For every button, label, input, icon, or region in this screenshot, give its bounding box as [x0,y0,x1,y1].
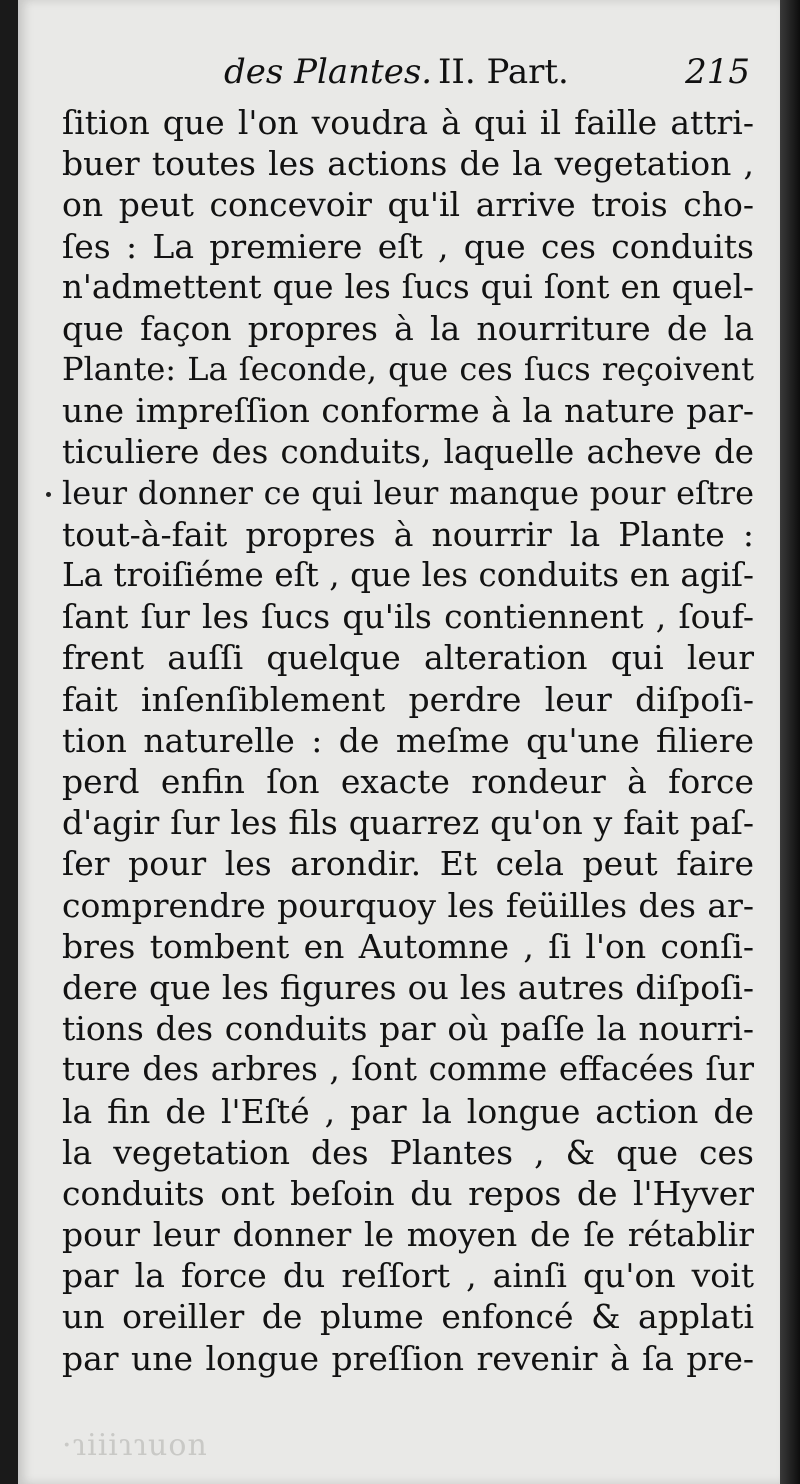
page-number: 215 [685,52,750,92]
text-line: par une longue preſſion revenir à ſa pre- [62,1338,754,1378]
body-text [62,102,754,1379]
text-line: La troiſiéme eſt , que les conduits en agiſ- [62,556,754,595]
text-line: buer toutes les actions de la vegetation , [62,144,754,184]
text-line: ſant ſur les ſucs qu'ils contiennent , ſouf- [62,597,754,637]
text-line: un oreiller de plume enfoncé & applati [62,1297,754,1337]
text-line: comprendre pourquoy les feüilles des ar- [62,885,754,925]
text-line: conduits ont beſoin du repos de l'Hyver [62,1173,754,1213]
text-line: fait inſenſiblement perdre leur diſpoſi- [62,679,754,719]
text-line: ticuliere des conduits, laquelle acheve de [62,432,754,471]
page-edge-shadow [780,0,800,1484]
text-line: ſes : La premiere eſt , que ces conduits [62,226,754,266]
text-line: ſition que l'on voudra à qui il faille attri- [62,103,754,142]
text-line: leur donner ce qui leur manque pour eſtre [62,473,754,512]
text-line: frent auſſi quelque alteration qui leur [62,638,754,678]
text-line: ture des arbres , ſont comme effacées ſur [62,1050,754,1089]
ink-speck [46,492,51,497]
text-line: n'admettent que les ſucs qui ſont en quel- [62,267,754,306]
show-through-text: ·ɿiiiɿɿuon [62,1428,208,1463]
book-page [18,0,780,1484]
text-line: d'agir ſur les fils quarrez qu'on y fait paſ- [62,803,754,843]
text-line: par la force du reſſort , ainſi qu'on voit [62,1256,754,1296]
text-line: pour leur donner le moyen de ſe rétablir [62,1215,754,1255]
text-line: dere que les figures ou les autres diſpoſi- [62,967,754,1007]
text-line: la vegetation des Plantes , & que ces [62,1132,754,1172]
page-header [18,52,780,100]
text-line: la fin de l'Eſté , par la longue action de [62,1091,754,1131]
text-line: tions des conduits par où paſſe la nourri- [62,1009,754,1049]
text-line: perd enfin ſon exacte rondeur à force [62,762,754,801]
text-line: Plante: La ſeconde, que ces ſucs reçoivent [62,350,754,389]
text-line: on peut concevoir qu'il arrive trois cho- [62,185,754,225]
text-line: tout-à-fait propres à nourrir la Plante : [62,514,754,554]
text-line: ſer pour les arondir. Et cela peut faire [62,844,754,884]
text-line: bres tombent en Automne , ſi l'on conſi- [62,926,754,966]
text-line: une impreſſion conforme à la nature par- [62,391,754,431]
running-title: des Plantes. [224,52,433,92]
text-line: tion naturelle : de meſme qu'une filiere [62,720,754,760]
part-label: II. Part. [438,52,569,92]
text-line: que façon propres à la nourriture de la [62,308,754,348]
